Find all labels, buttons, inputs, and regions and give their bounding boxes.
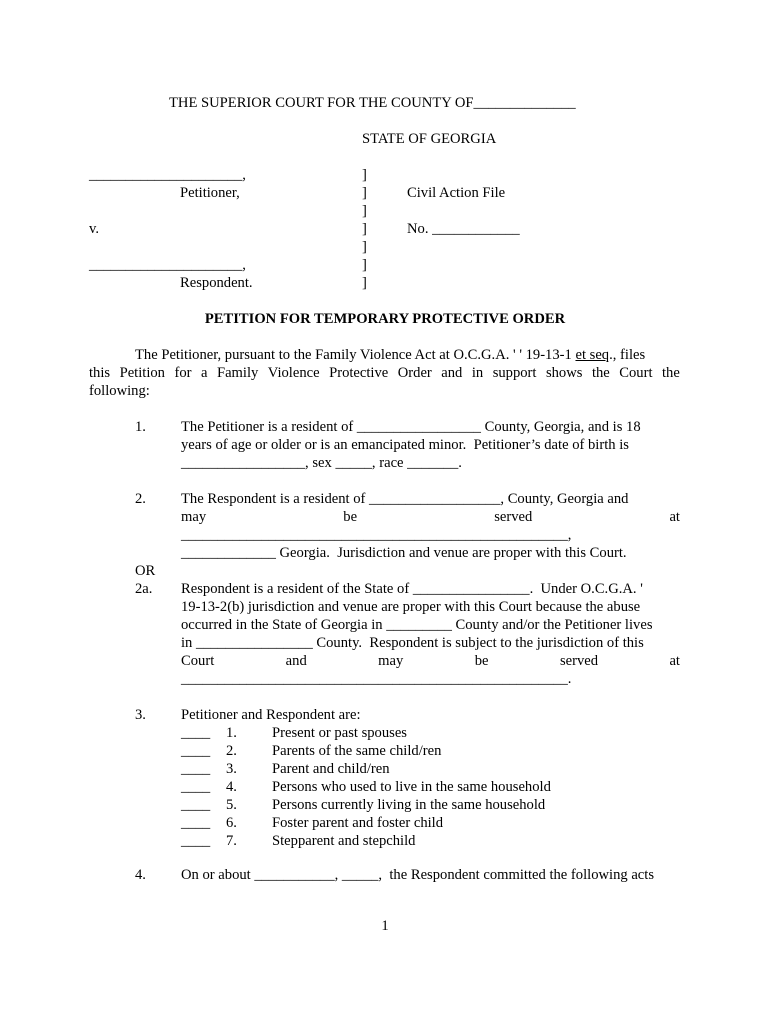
caption-bracket: ] bbox=[362, 167, 367, 183]
intro-word: support bbox=[492, 365, 537, 381]
petitioner-label: Petitioner, bbox=[180, 185, 240, 201]
relationship-option bbox=[181, 832, 601, 850]
page-number: 1 bbox=[381, 918, 389, 934]
intro-word: Order bbox=[397, 365, 432, 381]
paragraph-1-line-2: years of age or older or is an emancipated minor. Petitioner’s date of birth is bbox=[181, 437, 629, 453]
respondent-name-blank: _____________________, bbox=[89, 257, 246, 273]
option-label: Persons currently living in the same household bbox=[272, 797, 546, 813]
paragraph-2a-number: 2a. bbox=[135, 581, 153, 597]
intro-word: Family bbox=[216, 365, 259, 381]
paragraph-2-word: served bbox=[494, 509, 533, 525]
caption-bracket: ] bbox=[362, 275, 367, 291]
option-number: 5. bbox=[226, 797, 237, 813]
paragraph-2-word: may bbox=[181, 509, 207, 525]
relationship-option bbox=[181, 760, 601, 778]
option-label: Present or past spouses bbox=[272, 725, 407, 741]
or-label: OR bbox=[135, 563, 156, 579]
option-number: 2. bbox=[226, 743, 237, 759]
paragraph-4-number: 4. bbox=[135, 867, 146, 883]
paragraph-2-number: 2. bbox=[135, 491, 146, 507]
paragraph-2a-word: may bbox=[378, 653, 404, 669]
paragraph-1-line-3: _________________, sex _____, race _______. bbox=[181, 455, 462, 471]
option-label: Parents of the same child/ren bbox=[272, 743, 442, 759]
paragraph-3-number: 3. bbox=[135, 707, 146, 723]
paragraph-2a-word: at bbox=[669, 653, 680, 669]
paragraph-2-line-1: The Respondent is a resident of __________________, County, Georgia and bbox=[181, 491, 629, 507]
paragraph-2a-line-5 bbox=[181, 652, 680, 670]
intro-line-1 bbox=[135, 346, 645, 364]
relationship-option bbox=[181, 724, 601, 742]
option-blank: ____ bbox=[181, 815, 211, 831]
caption-bracket-column bbox=[362, 166, 374, 292]
option-number: 7. bbox=[226, 833, 237, 849]
caption-bracket: ] bbox=[362, 203, 367, 219]
intro-word: Violence bbox=[267, 365, 320, 381]
civil-action-label: Civil Action File bbox=[407, 185, 506, 201]
paragraph-2-line-2 bbox=[181, 508, 680, 526]
intro-word: Petition bbox=[119, 365, 165, 381]
paragraph-2a-line-3: occurred in the State of Georgia in _________ County and/or the Petitioner lives bbox=[181, 617, 653, 633]
petitioner-name-blank: _____________________, bbox=[89, 167, 246, 183]
option-label: Foster parent and foster child bbox=[272, 815, 444, 831]
option-label: Persons who used to live in the same household bbox=[272, 779, 551, 795]
paragraph-2-word: be bbox=[343, 509, 358, 525]
intro-word: Protective bbox=[329, 365, 389, 381]
paragraph-2a-word: and bbox=[285, 653, 307, 669]
paragraph-2a-line-2: 19-13-2(b) jurisdiction and venue are proper with this Court because the abuse bbox=[181, 599, 641, 615]
option-blank: ____ bbox=[181, 743, 211, 759]
state-heading: STATE OF GEORGIA bbox=[362, 131, 497, 147]
paragraph-1-number: 1. bbox=[135, 419, 146, 435]
option-number: 6. bbox=[226, 815, 237, 831]
relationship-option bbox=[181, 742, 601, 760]
document-title: PETITION FOR TEMPORARY PROTECTIVE ORDER bbox=[204, 311, 566, 327]
intro-word: Court bbox=[619, 365, 653, 381]
relationship-option bbox=[181, 814, 601, 832]
paragraph-2-word: at bbox=[669, 509, 680, 525]
intro-word: for bbox=[174, 365, 192, 381]
et-seq-citation: et seq bbox=[575, 347, 610, 363]
intro-line-1-start: The Petitioner, pursuant to the Family Violence Act at O.C.G.A. ' ' 19-13-1 bbox=[135, 347, 576, 363]
option-blank: ____ bbox=[181, 725, 211, 741]
option-number: 1. bbox=[226, 725, 237, 741]
option-label: Stepparent and stepchild bbox=[272, 833, 416, 849]
case-number-field: No. ____________ bbox=[407, 221, 520, 237]
caption-bracket: ] bbox=[362, 257, 367, 273]
intro-word: in bbox=[471, 365, 484, 381]
versus-label: v. bbox=[89, 221, 99, 237]
option-number: 3. bbox=[226, 761, 237, 777]
intro-word: a bbox=[200, 365, 208, 381]
option-blank: ____ bbox=[181, 779, 211, 795]
caption-bracket: ] bbox=[362, 185, 367, 201]
paragraph-2-line-4: _____________ Georgia. Jurisdiction and venue are proper with this Court. bbox=[181, 545, 627, 561]
intro-word: the bbox=[662, 365, 680, 381]
respondent-label: Respondent. bbox=[180, 275, 253, 291]
relationship-option bbox=[181, 796, 601, 814]
caption-bracket: ] bbox=[362, 221, 367, 237]
relationship-option bbox=[181, 778, 601, 796]
paragraph-2a-line-1: Respondent is a resident of the State of ________________. Under O.C.G.A. ' bbox=[181, 581, 643, 597]
paragraph-2a-word: served bbox=[559, 653, 599, 669]
intro-word: this bbox=[89, 365, 111, 381]
option-blank: ____ bbox=[181, 833, 211, 849]
paragraph-1-line-1: The Petitioner is a resident of _________________ County, Georgia, and is 18 bbox=[181, 419, 641, 435]
paragraph-2a-word: be bbox=[474, 653, 489, 669]
intro-line-3: following: bbox=[89, 383, 150, 399]
option-label: Parent and child/ren bbox=[272, 761, 390, 777]
court-title: THE SUPERIOR COURT FOR THE COUNTY OF______________ bbox=[169, 95, 576, 111]
intro-word: shows bbox=[545, 365, 583, 381]
paragraph-4-line-1: On or about ___________, _____, the Respondent committed the following acts bbox=[181, 867, 655, 883]
paragraph-2a-line-6: _____________________________________________________. bbox=[181, 671, 572, 687]
option-blank: ____ bbox=[181, 797, 211, 813]
option-blank: ____ bbox=[181, 761, 211, 777]
paragraph-2a-line-4: in ________________ County. Respondent is subject to the jurisdiction of this bbox=[181, 635, 644, 651]
paragraph-2a-word: Court bbox=[181, 653, 215, 669]
intro-line-2 bbox=[89, 364, 680, 382]
intro-word: the bbox=[591, 365, 610, 381]
intro-line-1-end: ., files bbox=[609, 347, 646, 363]
paragraph-3-intro: Petitioner and Respondent are: bbox=[181, 707, 361, 723]
paragraph-2-line-3: _____________________________________________________, bbox=[181, 527, 572, 543]
caption-bracket: ] bbox=[362, 239, 367, 255]
option-number: 4. bbox=[226, 779, 237, 795]
intro-word: and bbox=[441, 365, 463, 381]
